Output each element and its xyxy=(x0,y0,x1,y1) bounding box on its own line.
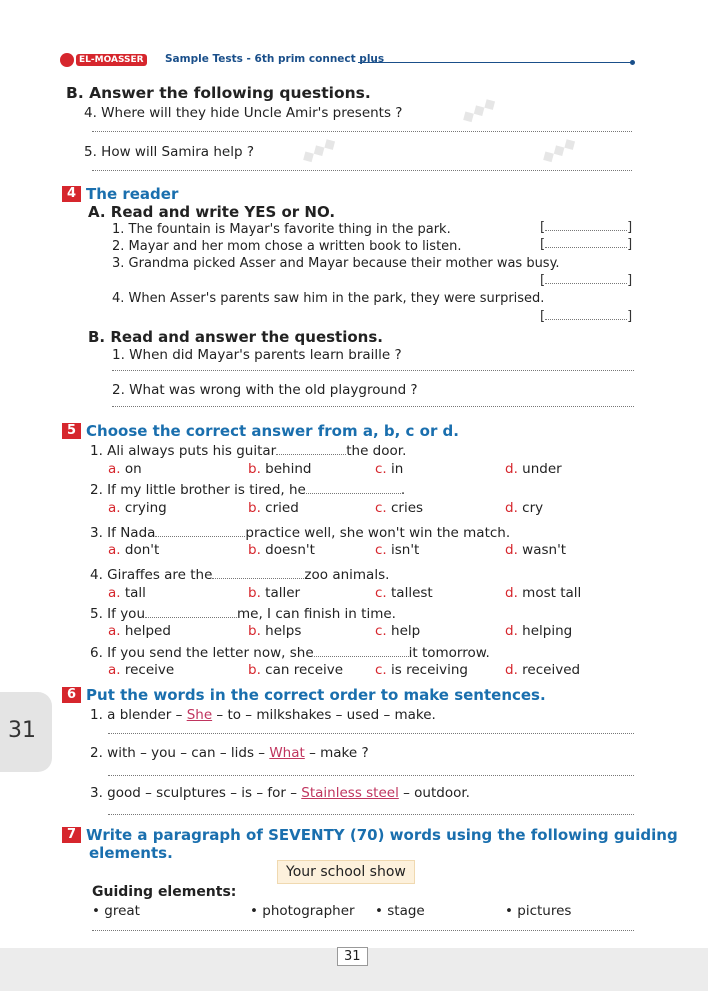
sentence-1 xyxy=(90,707,436,723)
option[interactable]: a. helped xyxy=(108,623,171,639)
answer-bracket[interactable]: [ ] xyxy=(540,237,633,252)
mcq-2 xyxy=(90,482,405,498)
highlighted-word: Stainless steel xyxy=(301,785,399,801)
mcq-stem: 4. Giraffes are the xyxy=(90,567,213,583)
guiding-heading: Guiding elements: xyxy=(92,884,237,900)
answer-line[interactable] xyxy=(92,131,632,132)
guide-item: • pictures xyxy=(505,903,572,919)
option[interactable]: a. tall xyxy=(108,585,146,601)
logo-icon xyxy=(60,53,74,67)
sentence-3 xyxy=(90,785,470,801)
question-b1: 1. When did Mayar's parents learn braille ? xyxy=(112,347,402,363)
option[interactable]: c. isn't xyxy=(375,542,420,558)
sentence-2 xyxy=(90,745,369,761)
answer-line[interactable] xyxy=(92,170,632,171)
watermark: ◆◆◆ xyxy=(297,132,340,167)
option[interactable]: a. on xyxy=(108,461,142,477)
mcq-stem: 3. If Nada xyxy=(90,525,156,541)
answer-line[interactable] xyxy=(112,370,634,371)
word-list: – make ? xyxy=(304,745,369,761)
answer-line[interactable] xyxy=(112,406,634,407)
option[interactable]: b. helps xyxy=(248,623,302,639)
option[interactable]: d. received xyxy=(505,662,581,678)
answer-line[interactable] xyxy=(108,733,634,734)
statement-3: 3. Grandma picked Asser and Mayar because their mother was busy. xyxy=(112,256,560,271)
blank[interactable] xyxy=(306,493,401,494)
word-list: – outdoor. xyxy=(398,785,470,801)
word-list: 2. with – you – can – lids – xyxy=(90,745,270,761)
section-7-heading xyxy=(62,826,678,844)
mcq-3 xyxy=(90,525,510,541)
mcq-6 xyxy=(90,645,490,661)
guide-item: • photographer xyxy=(250,903,355,919)
logo-text: EL-MOASSER xyxy=(76,54,147,66)
question-5: 5. How will Samira help ? xyxy=(84,144,254,160)
statement-2: 2. Mayar and her mom chose a written book to listen. xyxy=(112,239,462,254)
mcq-stem-end: it tomorrow. xyxy=(408,645,490,661)
watermark: ◆◆◆ xyxy=(537,132,580,167)
mcq-stem: 6. If you send the letter now, she xyxy=(90,645,314,661)
brand-logo xyxy=(60,52,147,67)
guide-item: • great xyxy=(92,903,140,919)
option[interactable]: a. don't xyxy=(108,542,160,558)
option[interactable]: d. helping xyxy=(505,623,573,639)
word-list: 1. a blender – xyxy=(90,707,187,723)
highlighted-word: She xyxy=(186,707,213,723)
mcq-stem-end: zoo animals. xyxy=(304,567,390,583)
topic-tag: Your school show xyxy=(277,860,415,884)
answer-line[interactable] xyxy=(108,775,634,776)
statement-4: 4. When Asser's parents saw him in the park, they were surprised. xyxy=(112,291,545,306)
blank[interactable] xyxy=(314,656,409,657)
answer-line[interactable] xyxy=(108,814,634,815)
option[interactable]: c. cries xyxy=(375,500,424,516)
section-6-heading xyxy=(62,686,546,704)
option[interactable]: c. is receiving xyxy=(375,662,468,678)
blank[interactable] xyxy=(212,578,304,579)
answer-line[interactable] xyxy=(92,930,634,931)
option[interactable]: a. crying xyxy=(108,500,167,516)
watermark: ◆◆◆ xyxy=(457,92,500,127)
option[interactable]: d. under xyxy=(505,461,562,477)
side-page-number: 31 xyxy=(8,718,36,743)
word-list: 3. good – sculptures – is – for – xyxy=(90,785,302,801)
mcq-stem: 2. If my little brother is tired, he xyxy=(90,482,306,498)
answer-bracket[interactable]: [ ] xyxy=(540,309,633,324)
section-7-heading-cont: elements. xyxy=(89,844,173,862)
question-b2: 2. What was wrong with the old playground ? xyxy=(112,382,418,398)
option[interactable]: c. in xyxy=(375,461,404,477)
section-4-heading xyxy=(62,185,178,203)
section-title: The reader xyxy=(86,185,179,203)
highlighted-word: What xyxy=(269,745,305,761)
section-number: 5 xyxy=(62,423,81,439)
mcq-5 xyxy=(90,606,396,622)
option[interactable]: d. wasn't xyxy=(505,542,567,558)
option[interactable]: b. can receive xyxy=(248,662,344,678)
mcq-stem-end: practice well, she won't win the match. xyxy=(245,525,511,541)
statement-1: 1. The fountain is Mayar's favorite thing in the park. xyxy=(112,222,451,237)
page-number: 31 xyxy=(337,947,368,966)
option[interactable]: a. receive xyxy=(108,662,175,678)
side-page-tab xyxy=(0,692,52,772)
option[interactable]: c. tallest xyxy=(375,585,433,601)
blank[interactable] xyxy=(155,536,245,537)
section-number: 6 xyxy=(62,687,81,703)
guide-item: • stage xyxy=(375,903,425,919)
mcq-stem-end: me, I can finish in time. xyxy=(237,606,396,622)
part-b-heading: B. Answer the following questions. xyxy=(66,84,371,102)
header-rule xyxy=(358,62,632,63)
option[interactable]: c. help xyxy=(375,623,421,639)
header-title: Sample Tests - 6th prim connect plus xyxy=(165,53,385,65)
option[interactable]: d. most tall xyxy=(505,585,582,601)
section-5-heading xyxy=(62,422,459,440)
section-title: Write a paragraph of SEVENTY (70) words using the following guiding xyxy=(86,826,678,844)
section-number: 4 xyxy=(62,186,81,202)
section-title: Choose the correct answer from a, b, c or d. xyxy=(86,422,459,440)
option[interactable]: b. taller xyxy=(248,585,301,601)
header-dot xyxy=(630,60,635,65)
answer-bracket[interactable]: [ ] xyxy=(540,220,633,235)
option[interactable]: d. cry xyxy=(505,500,544,516)
part-a-heading: A. Read and write YES or NO. xyxy=(88,203,336,221)
mcq-stem: 1. Ali always puts his guitar xyxy=(90,443,277,459)
answer-bracket[interactable]: [ ] xyxy=(540,273,633,288)
question-4: 4. Where will they hide Uncle Amir's presents ? xyxy=(84,105,403,121)
mcq-stem: 5. If you xyxy=(90,606,146,622)
blank[interactable] xyxy=(276,454,346,455)
mcq-1 xyxy=(90,443,406,459)
section-title: Put the words in the correct order to make sentences. xyxy=(86,686,546,704)
part-b-heading-2: B. Read and answer the questions. xyxy=(88,328,383,346)
option[interactable]: b. cried xyxy=(248,500,299,516)
mcq-stem-end: . xyxy=(400,482,406,498)
mcq-4 xyxy=(90,567,389,583)
word-list: – to – milkshakes – used – make. xyxy=(212,707,436,723)
option[interactable]: b. behind xyxy=(248,461,312,477)
blank[interactable] xyxy=(145,617,237,618)
mcq-stem-end: the door. xyxy=(346,443,407,459)
option[interactable]: b. doesn't xyxy=(248,542,315,558)
section-number: 7 xyxy=(62,827,81,843)
